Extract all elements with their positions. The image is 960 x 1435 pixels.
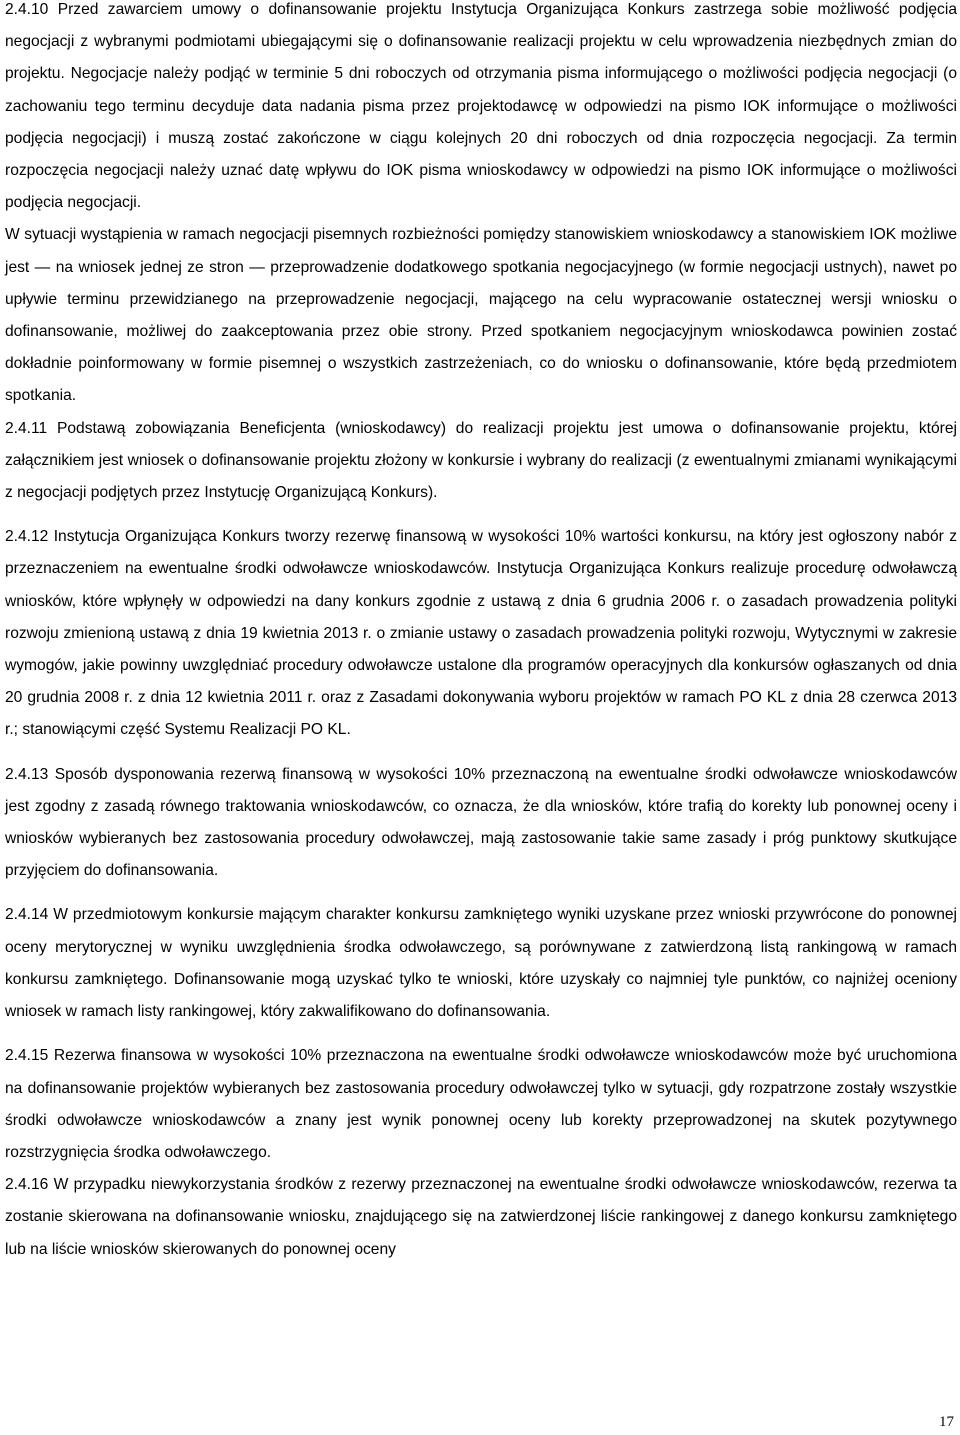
page-number: 17 <box>939 1414 954 1430</box>
paragraph-2-4-14: 2.4.14 W przedmiotowym konkursie mającym charakter konkursu zamkniętego wyniki uzyskane przez wnioski przywrócone do ponownej oceny merytorycznej w wyniku uwzględnienia środka odwoławczego, są porównywane z zatwierdzoną listą rankingową w ramach konkursu zamkniętego. Dofinansowanie mogą uzyskać tylko te wnioski, które uzyskały co najmniej tyle punktów, co najniżej oceniony wniosek w ramach listy rankingowej, który zakwalifikowano do dofinansowania. <box>5 906 957 1021</box>
document-page <box>5 0 957 1266</box>
paragraph-2-4-12: 2.4.12 Instytucja Organizująca Konkurs tworzy rezerwę finansową w wysokości 10% wartości konkursu, na który jest ogłoszony nabór z przeznaczeniem na ewentualne środki odwoławcze wnioskodawców. Instytucja Organizująca Konkurs realizuje procedurę odwoławczą wniosków, które wpłynęły w odpowiedzi na dany konkurs zgodnie z ustawą z dnia 6 grudnia 2006 r. o zasadach prowadzenia polityki rozwoju zmienioną ustawą z dnia 19 kwietnia 2013 r. o zmianie ustawy o zasadach prowadzenia polityki rozwoju, Wytycznymi w zakresie wymogów, jakie powinny uwzględniać procedury odwoławcze ustalone dla programów operacyjnych dla konkursów ogłaszanych od dnia 20 grudnia 2008 r. z dnia 12 kwietnia 2011 r. oraz z Zasadami dokonywania wyboru projektów w ramach PO KL z dnia 28 czerwca 2013 r.; stanowiącymi część Systemu Realizacji PO KL. <box>5 528 957 739</box>
paragraph-2-4-10: 2.4.10 Przed zawarciem umowy o dofinansowanie projektu Instytucja Organizująca Konkurs zastrzega sobie możliwość podjęcia negocjacji z wybranymi podmiotami ubiegającymi się o dofinansowanie realizacji projektu w celu wprowadzenia niezbędnych zmian do projektu. Negocjacje należy podjąć w terminie 5 dni roboczych od otrzymania pisma informującego o możliwości podjęcia negocjacji (o zachowaniu tego terminu decyduje data nadania pisma przez projektodawcę w odpowiedzi na pismo IOK informujące o możliwości podjęcia negocjacji) i muszą zostać zakończone w ciągu kolejnych 20 dni roboczych od dnia rozpoczęcia negocjacji. Za termin rozpoczęcia negocjacji należy uznać datę wpływu do IOK pisma wnioskodawcy w odpowiedzi na pismo IOK informujące o możliwości podjęcia negocjacji. <box>5 1 957 212</box>
paragraph-2-4-15: 2.4.15 Rezerwa finansowa w wysokości 10% przeznaczona na ewentualne środki odwoławcze wnioskodawców może być uruchomiona na dofinansowanie projektów wybieranych bez zastosowania procedury odwoławczej tylko w sytuacji, gdy rozpatrzone zostały wszystkie środki odwoławcze wnioskodawców a znany jest wynik ponownej oceny lub korekty przeprowadzonej na skutek pozytywnego rozstrzygnięcia środka odwoławczego. <box>5 1047 957 1161</box>
paragraph-2-4-13: 2.4.13 Sposób dysponowania rezerwą finansową w wysokości 10% przeznaczoną na ewentualne środki odwoławcze wnioskodawców jest zgodny z zasadą równego traktowania wnioskodawców, co oznacza, że dla wniosków, które trafią do korekty lub ponownej oceny i wniosków wybieranych bez zastosowania procedury odwoławczej, mają zastosowanie takie same zasady i próg punktowy skutkujące przyjęciem do dofinansowania. <box>5 765 957 880</box>
paragraph-2-4-10-continued: W sytuacji wystąpienia w ramach negocjacji pisemnych rozbieżności pomiędzy stanowiskiem wnioskodawcy a stanowiskiem IOK możliwe jest — na wniosek jednej ze stron — przeprowadzenie dodatkowego spotkania negocjacyjnego (w formie negocjacji ustnych), nawet po upływie terminu przewidzianego na przeprowadzenie negocjacji, mającego na celu wypracowanie ostatecznej wersji wniosku o dofinansowanie, możliwej do zaakceptowania przez obie strony. Przed spotkaniem negocjacyjnym wnioskodawca powinien zostać dokładnie poinformowany w formie pisemnej o wszystkich zastrzeżeniach, co do wniosku o dofinansowanie, które będą przedmiotem spotkania. <box>5 226 957 405</box>
paragraph-2-4-16: 2.4.16 W przypadku niewykorzystania środków z rezerwy przeznaczonej na ewentualne środki odwoławcze wnioskodawców, rezerwa ta zostanie skierowana na dofinansowanie wniosku, znajdującego się na zatwierdzonej liście rankingowej z danego konkursu zamkniętego lub na liście wniosków skierowanych do ponownej oceny <box>5 1176 957 1258</box>
paragraph-2-4-11: 2.4.11 Podstawą zobowiązania Beneficjenta (wnioskodawcy) do realizacji projektu jest umowa o dofinansowanie projektu, której załącznikiem jest wniosek o dofinansowanie projektu złożony w konkursie i wybrany do realizacji (z ewentualnymi zmianami wynikającymi z negocjacji podjętych przez Instytucję Organizującą Konkurs). <box>5 419 957 502</box>
